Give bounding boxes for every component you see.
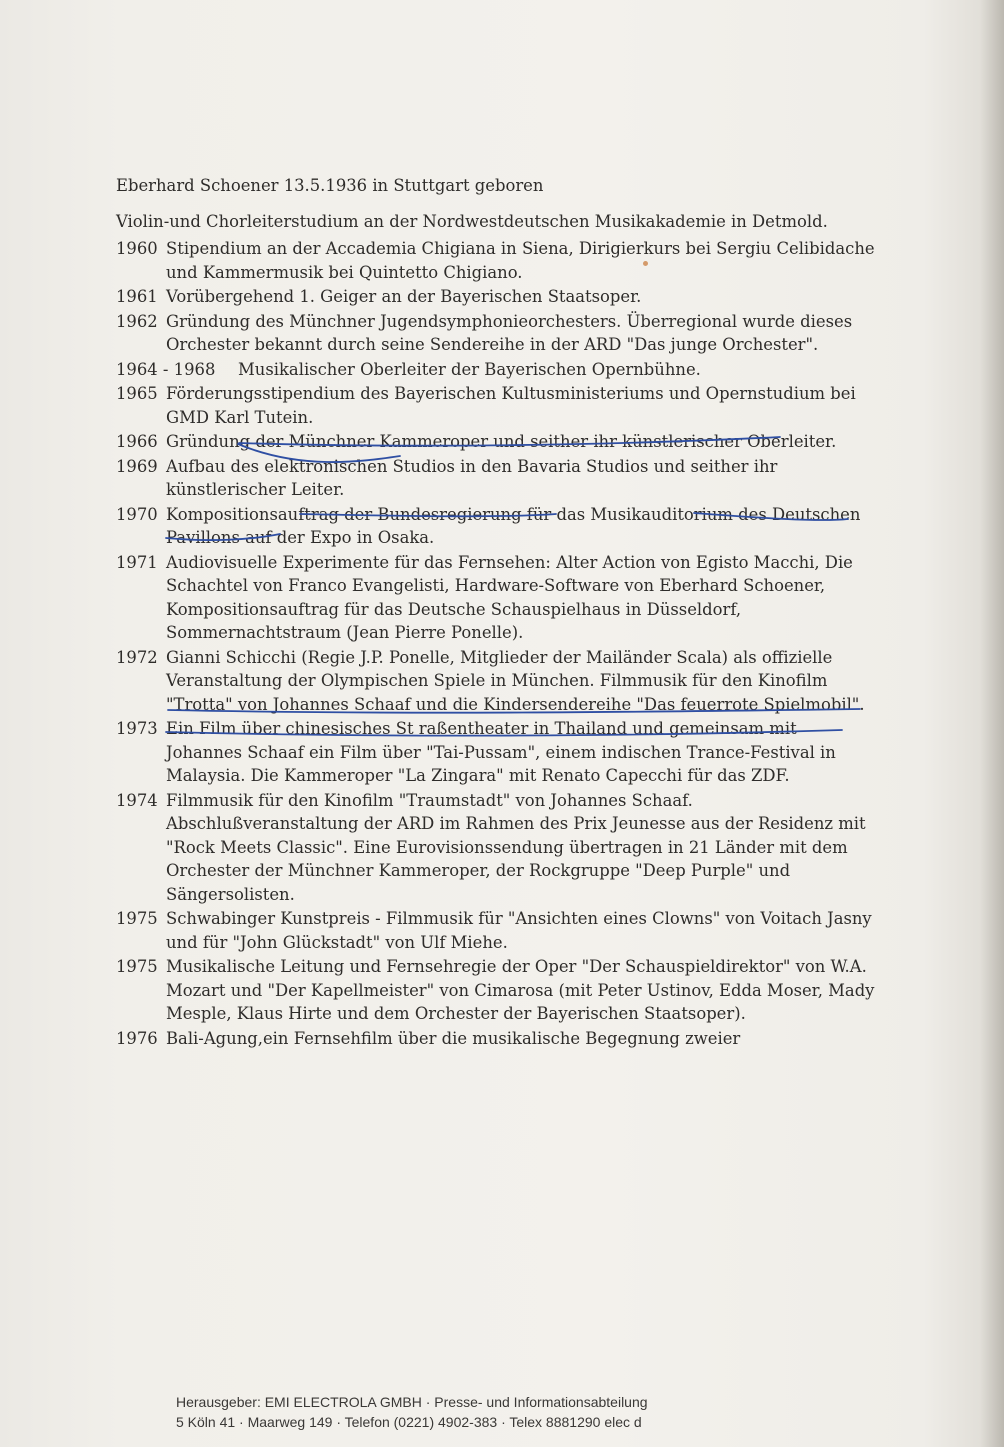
entry-row — [116, 310, 876, 357]
entry-row — [116, 1027, 876, 1051]
entry-row — [116, 455, 876, 502]
entry-text: Stipendium an der Accademia Chigiana in Siena, Dirigierkurs bei Sergiu Celibidache und Kammermusik bei Quintetto Chigiano. — [166, 239, 875, 282]
page-edge-shadow — [980, 0, 1004, 1447]
entry-text: Bali-Agung,ein Fernsehfilm über die musikalische Begegnung zweier — [166, 1028, 741, 1048]
intro-paragraph: Violin-und Chorleiterstudium an der Nordwestdeutschen Musikakademie in Detmold. — [116, 211, 828, 231]
entry-text: Kompositionsauftrag der Bundesregierung für das Musikauditorium des Deutschen Pavillons auf der Expo in Osaka. — [166, 504, 861, 547]
publisher-footer — [176, 1392, 648, 1432]
entry-row — [116, 551, 876, 645]
entry-year: 1976 — [116, 1028, 158, 1048]
entry-year: 1970 — [116, 504, 158, 524]
entry-text: Filmmusik für den Kinofilm "Traumstadt" von Johannes Schaaf. Abschlußveranstaltung der ARD im Rahmen des Prix Jeunesse aus der Residenz mit "Rock Meets Classic". Eine Eurovisionssendung übertragen in 21 Länder mit dem Orchester der Münchner Kammeroper, der Rockgruppe "Deep Purple" und Sängersolisten. — [166, 790, 866, 904]
entry-year: 1965 — [116, 384, 158, 403]
entry-year: 1973 — [116, 719, 158, 738]
entry-text: Musikalische Leitung und Fernsehregie der Oper "Der Schauspieldirektor" von W.A. Mozart und "Der Kapellmeister" von Cimarosa (mit Peter Ustinov, Edda Moser, Mady Mesple, Klaus Hirte und dem Orchester der Bayerischen Staatsoper). — [166, 957, 875, 1023]
entry-year: 1960 — [116, 239, 158, 258]
entry-text: Schwabinger Kunstpreis - Filmmusik für "Ansichten eines Clowns" von Voitach Jasny und für "John Glückstadt" von Ulf Miehe. — [166, 909, 872, 952]
entry-text: Vorübergehend 1. Geiger an der Bayerischen Staatsoper. — [166, 287, 642, 306]
entry-row — [116, 285, 876, 309]
entry-year: 1971 — [116, 552, 158, 572]
entry-text: Gründung der Münchner Kammeroper und seither ihr künstlerischer Oberleiter. — [166, 432, 837, 451]
entry-row — [116, 717, 876, 788]
entry-row — [116, 430, 876, 454]
entry-text: Gründung des Münchner Jugendsymphonieorchesters. Überregional wurde dieses Orchester bekannt durch seine Sendereihe in der ARD "Das junge Orchester". — [166, 311, 853, 354]
entry-text: Förderungsstipendium des Bayerischen Kultusministeriums und Opernstudium bei GMD Karl Tutein. — [166, 384, 856, 427]
entry-list — [116, 237, 876, 1050]
biography-text — [116, 174, 876, 1051]
entry-year: 1975 — [116, 957, 158, 976]
entry-year: 1969 — [116, 456, 158, 476]
footer-line-address: 5 Köln 41 · Maarweg 149 · Telefon (0221) 4902-383 · Telex 8881290 elec d — [176, 1414, 642, 1430]
entry-year: 1974 — [116, 790, 158, 810]
entry-row — [116, 646, 876, 717]
entry-row — [116, 358, 876, 382]
entry-text: Aufbau des elektronischen Studios in den Bavaria Studios und seither ihr künstlerischer Leiter. — [166, 456, 778, 499]
entry-text: Audiovisuelle Experimente für das Fernsehen: Alter Action von Egisto Macchi, Die Schachtel von Franco Evangelisti, Hardware-Software von Eberhard Schoener, Kompositionsauftrag für das Deutsche Schauspielhaus in Düsseldorf, Sommernachtstraum (Jean Pierre Ponelle). — [166, 552, 853, 642]
entry-year: 1975 — [116, 909, 158, 928]
entry-year: 1962 — [116, 311, 158, 331]
entry-row — [116, 503, 876, 550]
entry-year: 1961 — [116, 287, 158, 306]
entry-year: 1966 — [116, 432, 158, 451]
entry-text: Ein Film über chinesisches St raßentheater in Thailand und gemeinsam mit Johannes Schaaf ein Film über "Tai-Pussam", einem indischen Trance-Festival in Malaysia. Die Kammeroper "La Zingara" mit Renato Capecchi für das ZDF. — [166, 719, 836, 785]
entry-row — [116, 955, 876, 1026]
entry-row — [116, 789, 876, 907]
entry-year: 1972 — [116, 647, 158, 667]
entry-year: 1964 - 1968 — [116, 359, 216, 379]
footer-line-publisher: Herausgeber: EMI ELECTROLA GMBH · Presse- und Informationsabteilung — [176, 1394, 648, 1410]
entry-text: Gianni Schicchi (Regie J.P. Ponelle, Mitglieder der Mailänder Scala) als offizielle Veranstaltung der Olympischen Spiele in München. Filmmusik für den Kinofilm "Trotta" von Johannes Schaaf und die Kindersendereihe "Das feuerrote Spielmobil". — [166, 647, 865, 714]
entry-row — [116, 907, 876, 954]
entry-row — [116, 237, 876, 284]
document-title: Eberhard Schoener 13.5.1936 in Stuttgart geboren — [116, 176, 544, 195]
entry-row — [116, 382, 876, 429]
entry-text: Musikalischer Oberleiter der Bayerischen Opernbühne. — [238, 359, 701, 379]
